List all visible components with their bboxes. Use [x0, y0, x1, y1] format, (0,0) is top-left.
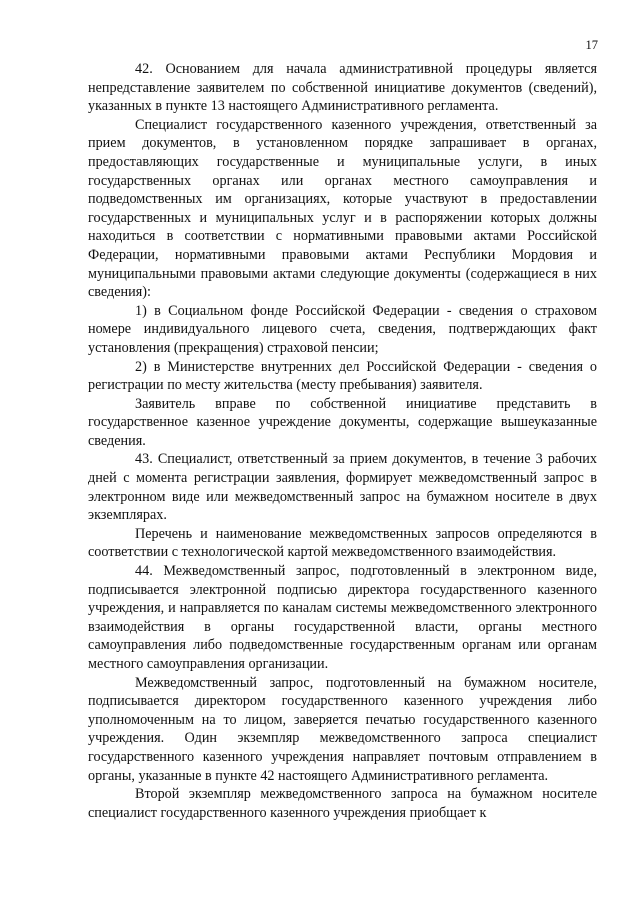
- paragraph-44-electronic-request: 44. Межведомственный запрос, подготовленный в электронном виде, подписывается электронной подписью директора государственного казенного учреждения, и направляется по каналам системы межведомственного электронного взаимодействия в органы государственной власти, органы местного самоуправления либо подведомственные государственным органам или органам местного самоуправления организации.: [88, 563, 597, 672]
- paragraph-applicant-right: Заявитель вправе по собственной инициативе представить в государственное казенное учреждение документы, содержащие вышеуказанные сведения.: [88, 395, 597, 449]
- document-body: [88, 60, 597, 822]
- page-number: 17: [585, 38, 598, 52]
- list-item-interior-ministry: 2) в Министерстве внутренних дел Российской Федерации - сведения о регистрации по месту жительства (месту пребывания) заявителя.: [88, 358, 597, 394]
- paragraph-42-basis: 42. Основанием для начала административной процедуры является непредставление заявителем по собственной инициативе документов (сведений), указанных в пункте 13 настоящего Административного регламента.: [88, 61, 597, 115]
- paragraph-specialist-requests: Специалист государственного казенного учреждения, ответственный за прием документов, в установленном порядке запрашивает в органах, предоставляющих государственные и муниципальные услуги, в иных государственных органах или органах местного самоуправления и подведомственных им организациях, которые участвуют в предоставлении государственных и муниципальных услуг и в распоряжении которых должны находиться в соответствии с нормативными правовыми актами Российской Федерации, нормативными правовыми актами Республики Мордовия и муниципальными правовыми актами следующие документы (содержащиеся в них сведения):: [88, 116, 597, 301]
- paragraph-paper-request: Межведомственный запрос, подготовленный на бумажном носителе, подписывается директором государственного казенного учреждения либо уполномоченным на то лицом, заверяется печатью государственного казенного учреждения. Один экземпляр межведомственного запроса специалист государственного казенного учреждения направляет почтовым отправлением в органы, указанные в пункте 42 настоящего Административного регламента.: [88, 674, 597, 784]
- list-item-social-fund: 1) в Социальном фонде Российской Федерации - сведения о страховом номере индивидуального лицевого счета, сведения, подтверждающих факт установления (прекращения) страховой пенсии;: [88, 302, 597, 356]
- paragraph-second-copy: Второй экземпляр межведомственного запроса на бумажном носителе специалист государственного казенного учреждения приобщает к: [88, 786, 597, 821]
- paragraph-43-request-formation: 43. Специалист, ответственный за прием документов, в течение 3 рабочих дней с момента регистрации заявления, формирует межведомственный запрос в электронном виде или межведомственный запрос на бумажном носителе в двух экземплярах.: [88, 451, 597, 524]
- paragraph-requests-list: Перечень и наименование межведомственных запросов определяются в соответствии с технологической картой межведомственного взаимодействия.: [88, 525, 597, 561]
